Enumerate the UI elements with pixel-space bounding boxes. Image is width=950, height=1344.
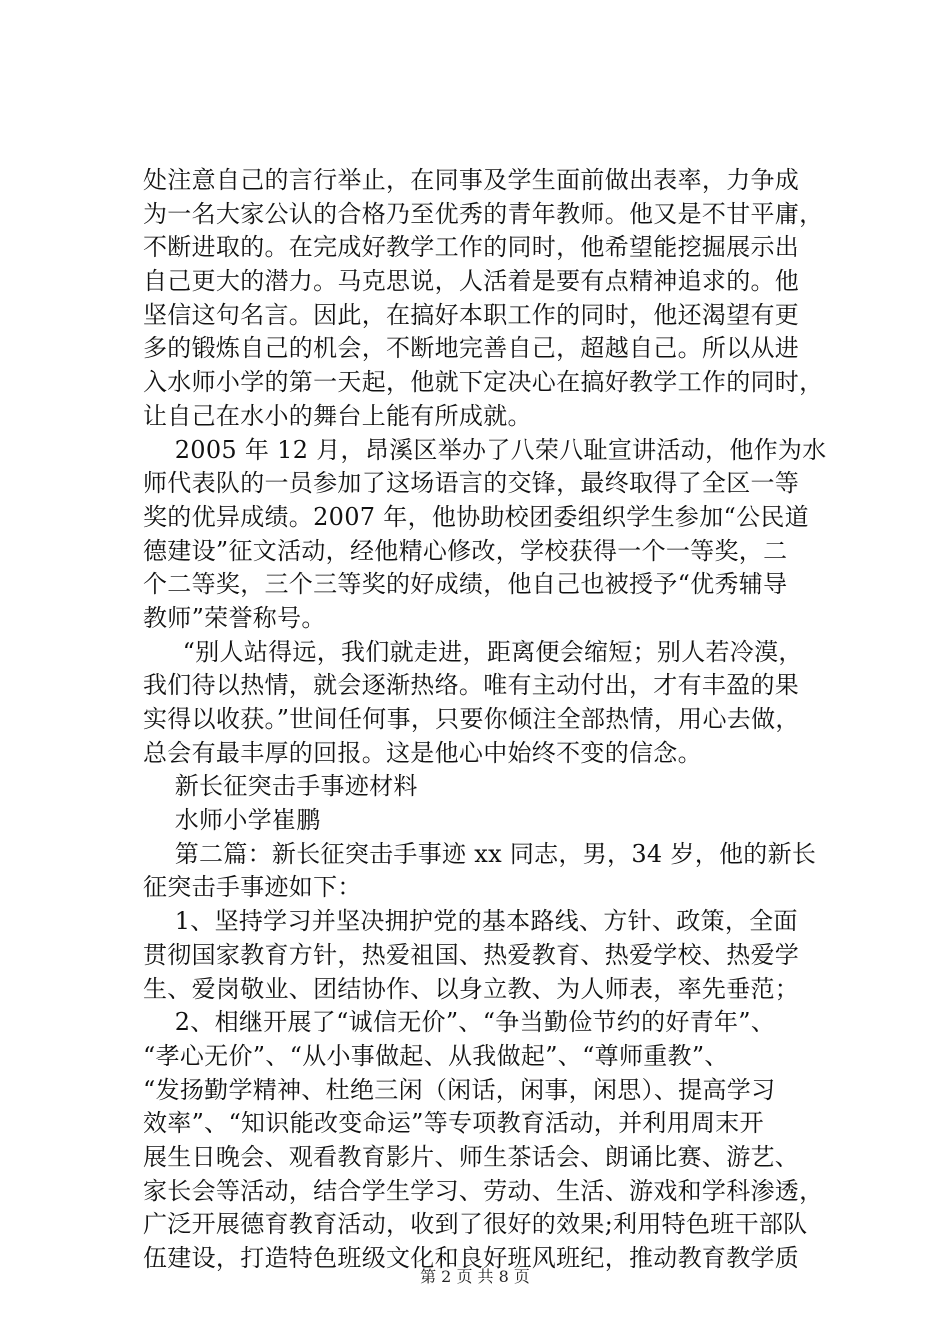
text-line: 师代表队的一员参加了这场语言的交锋，最终取得了全区一等 xyxy=(143,469,800,498)
text-line: “别人站得远，我们就走进，距离便会缩短；别人若冷漠， xyxy=(143,637,803,666)
text-line: 自己更大的潜力。马克思说，人活着是要有点精神追求的。他 xyxy=(143,267,800,296)
text-line: 2005 年 12 月，昂溪区举办了八荣八耻宣讲活动，他作为水 xyxy=(143,435,827,464)
text-line: 处注意自己的言行举止，在同事及学生面前做出表率，力争成 xyxy=(143,166,800,194)
text-line: 广泛开展德育教育活动，收到了很好的效果;利用特色班干部队 xyxy=(143,1210,808,1239)
text-line: 不断进取的。在完成好教学工作的同时，他希望能挖掘展示出 xyxy=(143,233,800,262)
text-line: 征突击手事迹如下： xyxy=(143,873,362,902)
document-body xyxy=(143,164,833,1276)
page-footer xyxy=(0,1267,950,1287)
text-line: “孝心无价”、“从小事做起、从我做起”、“尊师重教”、 xyxy=(143,1041,729,1070)
text-line: 为一名大家公认的合格乃至优秀的青年教师。他又是不甘平庸， xyxy=(143,199,824,228)
section-heading: 新长征突击手事迹材料 xyxy=(143,772,418,801)
text-line: 多的锻炼自己的机会，不断地完善自己，超越自己。所以从进 xyxy=(143,334,800,363)
text-line: 入水师小学的第一天起，他就下定决心在搞好教学工作的同时， xyxy=(143,368,824,397)
text-line: 实得以收获。”世间任何事，只要你倾注全部热情，用心去做， xyxy=(143,705,800,733)
text-line: 第二篇：新长征突击手事迹 xx 同志，男，34 岁，他的新长 xyxy=(143,839,817,868)
page-number: 第 2 页 共 8 页 xyxy=(420,1267,530,1286)
text-line: 教师”荣誉称号。 xyxy=(143,603,326,632)
text-line: 展生日晚会、观看教育影片、师生茶话会、朗诵比赛、游艺、 xyxy=(143,1142,800,1171)
text-line: 奖的优异成绩。2007 年，他协助校团委组织学生参加“公民道 xyxy=(143,502,809,531)
text-line: 个二等奖，三个三等奖的好成绩，他自己也被授予“优秀辅导 xyxy=(143,570,788,599)
text-line: 贯彻国家教育方针，热爱祖国、热爱教育、热爱学校、热爱学 xyxy=(143,940,800,969)
text-line: 生、爱岗敬业、团结协作、以身立教、为人师表，率先垂范； xyxy=(143,974,800,1003)
text-line: 我们待以热情，就会逐渐热络。唯有主动付出，才有丰盈的果 xyxy=(143,671,800,700)
text-line: 2、相继开展了“诚信无价”、“争当勤俭节约的好青年”、 xyxy=(143,1008,776,1037)
text-line: 总会有最丰厚的回报。这是他心中始终不变的信念。 xyxy=(143,738,702,767)
text-line: 德建设”征文活动，经他精心修改，学校获得一个一等奖，二 xyxy=(143,536,788,565)
text-line: 家长会等活动，结合学生学习、劳动、生活、游戏和学科渗透， xyxy=(143,1176,824,1205)
text-line: 坚信这句名言。因此，在搞好本职工作的同时，他还渴望有更 xyxy=(143,300,800,329)
text-line: “发扬勤学精神、杜绝三闲（闲话，闲事，闲思）、提高学习 xyxy=(143,1075,776,1104)
text-line: 伍建设，打造特色班级文化和良好班风班纪，推动教育教学质 xyxy=(143,1244,800,1272)
text-line: 让自己在水小的舞台上能有所成就。 xyxy=(143,401,532,430)
text-line: 效率”、“知识能改变命运”等专项教育活动，并利用周末开 xyxy=(143,1109,764,1138)
author-line: 水师小学崔鹏 xyxy=(143,806,321,835)
text-line: 1、坚持学习并坚决拥护党的基本路线、方针、政策，全面 xyxy=(143,907,798,936)
